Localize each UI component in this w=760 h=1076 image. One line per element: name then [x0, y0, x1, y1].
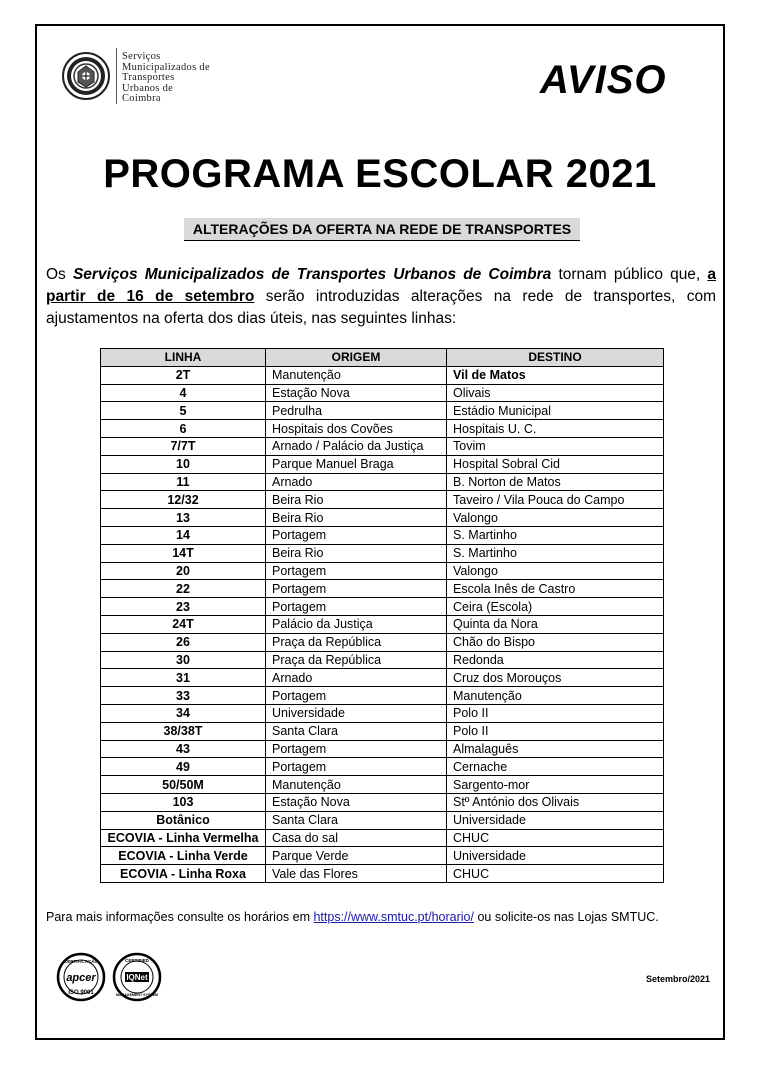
org-line: Serviços	[122, 51, 161, 62]
cell-destino: Valongo	[447, 509, 664, 527]
intro-date-phrase: a partir de 16 de setembro	[46, 266, 716, 305]
cell-origem: Portagem	[266, 687, 447, 705]
cell-origem: Estação Nova	[266, 384, 447, 402]
cell-destino: Olivais	[447, 384, 664, 402]
cell-destino: Stº António dos Olivais	[447, 793, 664, 811]
cell-origem: Santa Clara	[266, 722, 447, 740]
cell-destino: Vil de Matos	[447, 366, 664, 384]
cell-destino: Cernache	[447, 758, 664, 776]
column-header-origem: ORIGEM	[266, 349, 447, 367]
intro-text: Os	[46, 266, 73, 283]
cell-destino: Polo II	[447, 722, 664, 740]
cell-origem: Beira Rio	[266, 509, 447, 527]
cell-destino: Taveiro / Vila Pouca do Campo	[447, 491, 664, 509]
table-row	[101, 420, 664, 438]
cell-destino: B. Norton de Matos	[447, 473, 664, 491]
cell-linha: 14	[101, 526, 266, 544]
table-row	[101, 865, 664, 883]
table-row	[101, 598, 664, 616]
table-row	[101, 437, 664, 455]
table-row	[101, 526, 664, 544]
cell-destino: Chão do Bispo	[447, 633, 664, 651]
cell-destino: Almalaguês	[447, 740, 664, 758]
cell-destino: Universidade	[447, 847, 664, 865]
cell-linha: 20	[101, 562, 266, 580]
cell-linha: 43	[101, 740, 266, 758]
routes-table-body	[101, 366, 664, 882]
cell-destino: Ceira (Escola)	[447, 598, 664, 616]
org-line: Transportes	[122, 72, 175, 83]
table-row	[101, 580, 664, 598]
footer-text: ou solicite-os nas Lojas SMTUC.	[473, 910, 659, 924]
cell-origem: Portagem	[266, 598, 447, 616]
cell-origem: Manutenção	[266, 366, 447, 384]
cell-linha: 30	[101, 651, 266, 669]
cell-linha: 24T	[101, 615, 266, 633]
table-row	[101, 669, 664, 687]
cell-destino: CHUC	[447, 865, 664, 883]
intro-paragraph	[46, 264, 716, 330]
cell-linha: 33	[101, 687, 266, 705]
cell-linha: 103	[101, 793, 266, 811]
cell-linha: 14T	[101, 544, 266, 562]
table-row	[101, 491, 664, 509]
column-header-linha: LINHA	[101, 349, 266, 367]
iqnet-seal	[112, 952, 162, 1002]
cell-origem: Palácio da Justiça	[266, 615, 447, 633]
cell-linha: ECOVIA - Linha Verde	[101, 847, 266, 865]
cell-destino: Manutenção	[447, 687, 664, 705]
cell-destino: Hospitais U. C.	[447, 420, 664, 438]
org-line: Coimbra	[122, 93, 161, 104]
table-row	[101, 455, 664, 473]
table-row	[101, 829, 664, 847]
table-row	[101, 651, 664, 669]
table-row	[101, 811, 664, 829]
svg-text:IQNet: IQNet	[126, 973, 148, 982]
cell-origem: Manutenção	[266, 776, 447, 794]
cell-origem: Portagem	[266, 758, 447, 776]
cell-linha: 22	[101, 580, 266, 598]
cell-linha: 50/50M	[101, 776, 266, 794]
cell-origem: Parque Manuel Braga	[266, 455, 447, 473]
org-line: Municipalizados de	[122, 61, 210, 73]
cell-linha: 26	[101, 633, 266, 651]
cell-destino: Universidade	[447, 811, 664, 829]
cell-origem: Vale das Flores	[266, 865, 447, 883]
cell-linha: 23	[101, 598, 266, 616]
table-row	[101, 704, 664, 722]
cell-origem: Pedrulha	[266, 402, 447, 420]
table-row	[101, 687, 664, 705]
cell-linha: 10	[101, 455, 266, 473]
cell-origem: Estação Nova	[266, 793, 447, 811]
svg-text:CERTIFIED: CERTIFIED	[125, 958, 149, 963]
page-subtitle: ALTERAÇÕES DA OFERTA NA REDE DE TRANSPORTES	[184, 218, 580, 241]
table-row	[101, 847, 664, 865]
table-row	[101, 758, 664, 776]
cell-linha: 31	[101, 669, 266, 687]
cell-linha: 4	[101, 384, 266, 402]
cell-linha: 49	[101, 758, 266, 776]
cell-linha: 12/32	[101, 491, 266, 509]
column-header-destino: DESTINO	[447, 349, 664, 367]
svg-text:CERTIFICAÇÃO: CERTIFICAÇÃO	[64, 959, 98, 964]
schedule-link[interactable]: https://www.smtuc.pt/horario/	[313, 910, 474, 924]
cell-linha: 13	[101, 509, 266, 527]
table-row	[101, 509, 664, 527]
table-row	[101, 473, 664, 491]
cell-origem: Hospitais dos Covões	[266, 420, 447, 438]
cell-origem: Portagem	[266, 740, 447, 758]
intro-org-name: Serviços Municipalizados de Transportes Urbanos de Coimbra	[72, 266, 552, 283]
table-header-row	[101, 349, 664, 367]
cell-origem: Arnado / Palácio da Justiça	[266, 437, 447, 455]
table-row	[101, 776, 664, 794]
cell-linha: 7/7T	[101, 437, 266, 455]
cell-linha: 11	[101, 473, 266, 491]
cell-linha: Botânico	[101, 811, 266, 829]
table-row	[101, 366, 664, 384]
table-row	[101, 633, 664, 651]
smtuc-crest-logo	[62, 52, 110, 100]
logo-divider	[116, 48, 117, 104]
cell-origem: Arnado	[266, 473, 447, 491]
cell-origem: Beira Rio	[266, 491, 447, 509]
cell-origem: Casa do sal	[266, 829, 447, 847]
cell-origem: Portagem	[266, 526, 447, 544]
cell-linha: 6	[101, 420, 266, 438]
routes-table	[100, 348, 664, 883]
cell-linha: ECOVIA - Linha Roxa	[101, 865, 266, 883]
cell-linha: 5	[101, 402, 266, 420]
cell-destino: Estádio Municipal	[447, 402, 664, 420]
cell-destino: Cruz dos Morouços	[447, 669, 664, 687]
intro-text: serão introduzidas alterações na rede de transportes, com ajustamentos na oferta dos dias úteis, nas seguintes linhas:	[46, 288, 716, 327]
svg-text:apcer: apcer	[66, 972, 96, 984]
cell-destino: Hospital Sobral Cid	[447, 455, 664, 473]
intro-text: tornam público que,	[551, 266, 708, 283]
footer-note	[46, 910, 659, 924]
page-title: PROGRAMA ESCOLAR 2021	[103, 152, 657, 196]
cell-linha: 2T	[101, 366, 266, 384]
cell-origem: Praça da República	[266, 651, 447, 669]
cell-origem: Arnado	[266, 669, 447, 687]
table-row	[101, 793, 664, 811]
cell-destino: Quinta da Nora	[447, 615, 664, 633]
organization-name	[122, 52, 210, 105]
cell-origem: Portagem	[266, 580, 447, 598]
cell-destino: CHUC	[447, 829, 664, 847]
svg-text:ISO 9001: ISO 9001	[68, 990, 94, 996]
table-row	[101, 544, 664, 562]
apcer-iso9001-seal	[56, 952, 106, 1002]
cell-destino: S. Martinho	[447, 526, 664, 544]
cell-linha: 34	[101, 704, 266, 722]
table-row	[101, 402, 664, 420]
cell-destino: Valongo	[447, 562, 664, 580]
cell-destino: Redonda	[447, 651, 664, 669]
cell-origem: Santa Clara	[266, 811, 447, 829]
table-row	[101, 722, 664, 740]
cell-destino: S. Martinho	[447, 544, 664, 562]
cell-origem: Praça da República	[266, 633, 447, 651]
table-row	[101, 384, 664, 402]
cell-destino: Sargento-mor	[447, 776, 664, 794]
cell-destino: Polo II	[447, 704, 664, 722]
cell-destino: Escola Inês de Castro	[447, 580, 664, 598]
cell-destino: Tovim	[447, 437, 664, 455]
svg-text:MANAGEMENT SYSTEM: MANAGEMENT SYSTEM	[116, 993, 158, 997]
table-row	[101, 562, 664, 580]
cell-origem: Beira Rio	[266, 544, 447, 562]
notice-badge: AVISO	[540, 58, 667, 102]
org-line: Urbanos de	[122, 82, 174, 94]
cell-origem: Portagem	[266, 562, 447, 580]
cell-origem: Parque Verde	[266, 847, 447, 865]
document-date: Setembro/2021	[646, 974, 711, 984]
table-row	[101, 740, 664, 758]
table-row	[101, 615, 664, 633]
footer-text: Para mais informações consulte os horários em	[46, 910, 314, 924]
cell-linha: ECOVIA - Linha Vermelha	[101, 829, 266, 847]
cell-linha: 38/38T	[101, 722, 266, 740]
cell-origem: Universidade	[266, 704, 447, 722]
